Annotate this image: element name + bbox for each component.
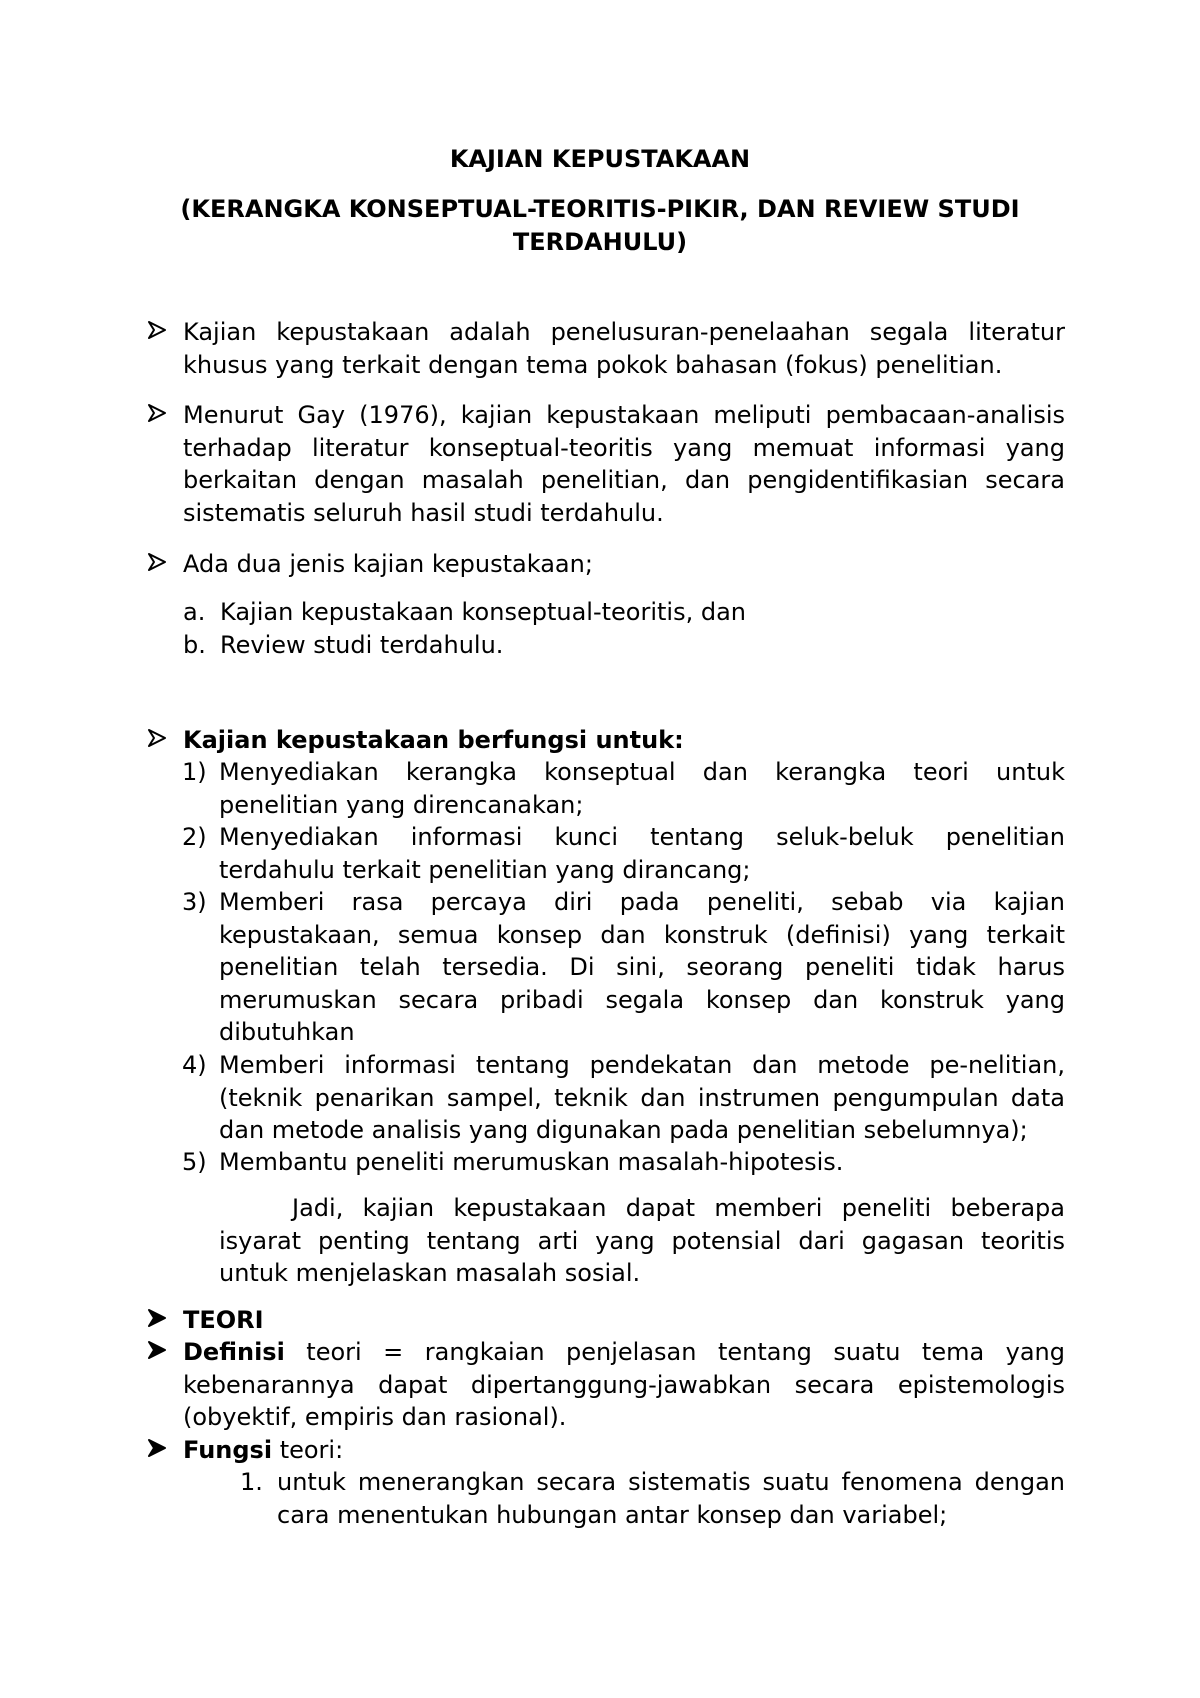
definisi-label: Definisi [183, 1338, 285, 1366]
list-item [183, 596, 1065, 629]
list-item [150, 756, 1065, 821]
list-item-text: Memberi rasa percaya diri pada peneliti, sebab via kajian kepustakaan, semua konsep dan konstruk (definisi) yang terkait penelitian telah tersedia. Di sini, seorang peneliti tidak harus merumuskan secara pribadi segala konsep dan konstruk yang dibutuhkan [219, 888, 1065, 1046]
bullet-paragraph-definisi-kajian: Kajian kepustakaan adalah penelusuran-penelaahan segala literatur khusus yang terkait dengan tema pokok bahasan (fokus) penelitian. [183, 318, 1065, 379]
page-title: KAJIAN KEPUSTAKAAN [449, 145, 751, 173]
list-item-text: Review studi terdahulu. [220, 631, 504, 659]
list-item [240, 1466, 1065, 1531]
arrow-bullet-icon [146, 1339, 172, 1365]
fungsi-heading: Kajian kepustakaan berfungsi untuk: [183, 726, 684, 754]
definisi-text: teori = rangkaian penjelasan tentang suatu tema yang kebenarannya dapat dipertanggung-jawabkan secara epistemologis (obyektif, empiris dan rasional). [183, 1338, 1065, 1431]
list-item-label: 1) [182, 758, 207, 786]
arrow-bullet-icon [146, 319, 172, 345]
list-item-text: Membantu peneliti merumuskan masalah-hipotesis. [219, 1148, 844, 1176]
page-subtitle-line2: TERDAHULU) [512, 228, 688, 256]
list-item-label: 3) [182, 888, 207, 916]
bullet-paragraph-menurut-gay: Menurut Gay (1976), kajian kepustakaan meliputi pembacaan-analisis terhadap literatur konseptual-teoritis yang memuat informasi yang berkaitan dengan masalah penelitian, dan pengidentifikasian secara sistematis seluruh hasil studi terdahulu. [183, 401, 1065, 527]
list-item-label: 1. [240, 1468, 263, 1496]
list-item-text: Menyediakan informasi kunci tentang seluk-beluk penelitian terdahulu terkait penelitian yang dirancang; [219, 823, 1065, 884]
list-item [150, 886, 1065, 1049]
list-item-label: b. [183, 631, 206, 659]
bullet-paragraph-jenis: Ada dua jenis kajian kepustakaan; [183, 550, 593, 578]
list-item-label: 5) [182, 1148, 207, 1176]
list-item-label: 2) [182, 823, 207, 851]
list-item-text: Menyediakan kerangka konseptual dan kerangka teori untuk penelitian yang direncanakan; [219, 758, 1065, 819]
list-item-text: Kajian kepustakaan konseptual-teoritis, dan [220, 598, 746, 626]
page-subtitle-line1: (KERANGKA KONSEPTUAL-TEORITIS-PIKIR, DAN REVIEW STUDI [180, 195, 1020, 223]
list-item-label: a. [183, 598, 206, 626]
list-item-label: 4) [182, 1051, 207, 1079]
list-item-text: untuk menerangkan secara sistematis suatu fenomena dengan cara menentukan hubungan antar konsep dan variabel; [277, 1468, 1065, 1529]
list-item [150, 1146, 1065, 1179]
arrow-bullet-icon [146, 727, 172, 753]
teori-heading: TEORI [183, 1306, 264, 1334]
fungsi-teori-text: teori: [272, 1436, 344, 1464]
arrow-bullet-icon [146, 402, 172, 428]
arrow-bullet-icon [146, 551, 172, 577]
definisi-paragraph [183, 1336, 1065, 1434]
list-item [183, 629, 1065, 662]
list-item-text: Memberi informasi tentang pendekatan dan metode pe-nelitian, (teknik penarikan sampel, teknik dan instrumen pengumpulan data dan metode analisis yang digunakan pada penelitian sebelumnya); [219, 1051, 1065, 1144]
list-item [150, 1049, 1065, 1147]
list-item [150, 821, 1065, 886]
arrow-bullet-icon [146, 1307, 172, 1333]
arrow-bullet-icon [146, 1437, 172, 1463]
fungsi-teori-label: Fungsi [183, 1436, 273, 1464]
jadi-paragraph: Jadi, kajian kepustakaan dapat memberi peneliti beberapa isyarat penting tentang arti yang potensial dari gagasan teoritis untuk menjelaskan masalah sosial. [219, 1194, 1065, 1287]
fungsi-teori-paragraph [183, 1434, 1065, 1467]
